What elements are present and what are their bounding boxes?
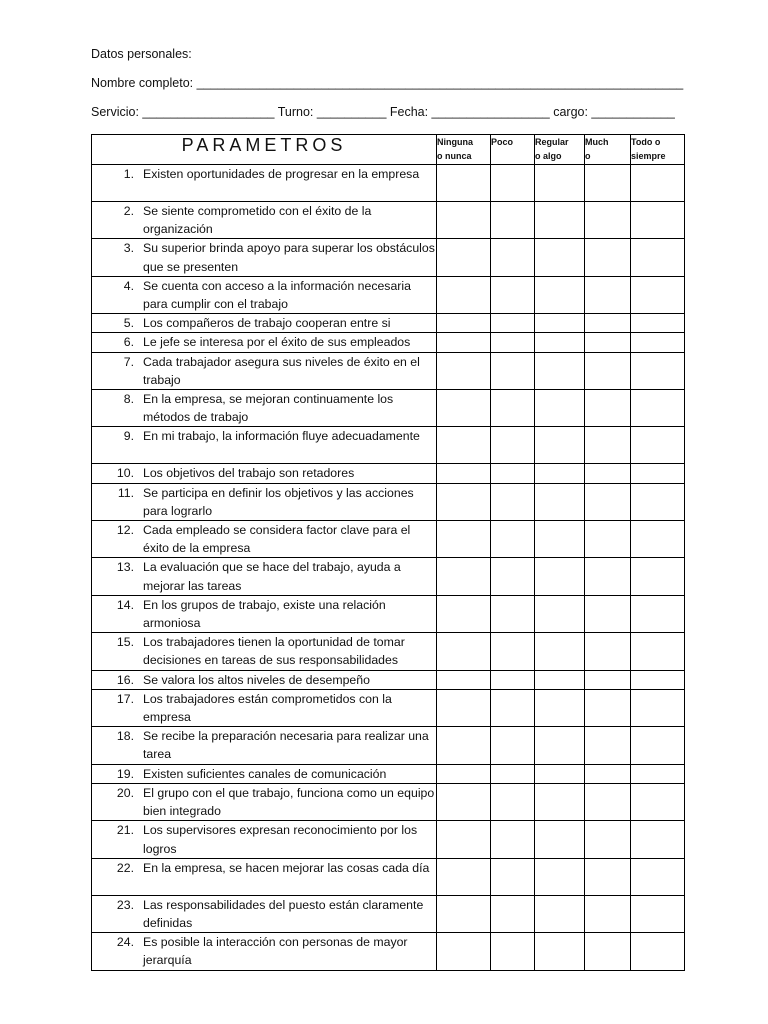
- answer-cell-ninguna[interactable]: [437, 352, 491, 389]
- answer-cell-todo[interactable]: [631, 633, 685, 670]
- parameter-cell: [92, 427, 437, 464]
- item-number: 17.: [116, 691, 134, 706]
- parameter-cell: [92, 727, 437, 764]
- answer-cell-regular[interactable]: [535, 933, 585, 970]
- answer-cell-todo[interactable]: [631, 202, 685, 239]
- answer-cell-mucho[interactable]: [585, 895, 631, 932]
- item-number: 13.: [116, 560, 134, 575]
- item-text: Se cuenta con acceso a la información necesaria para cumplir con el trabajo: [143, 278, 411, 312]
- table-row: [92, 202, 685, 239]
- option-header-ninguna: Ninguna o nunca: [437, 135, 491, 165]
- answer-cell-poco[interactable]: [491, 239, 535, 276]
- item-text: Se recibe la preparación necesaria para realizar una tarea: [143, 729, 429, 762]
- answer-cell-mucho[interactable]: [585, 352, 631, 389]
- answer-cell-poco[interactable]: [491, 521, 535, 558]
- parameter-cell: [92, 239, 437, 276]
- answer-cell-regular[interactable]: [535, 521, 585, 558]
- answer-cell-todo[interactable]: [631, 933, 685, 970]
- item-text: En mi trabajo, la información fluye adecuadamente: [143, 429, 420, 444]
- parameter-cell: [92, 314, 437, 333]
- answer-cell-todo[interactable]: [631, 314, 685, 333]
- option-header-mucho: Much o: [585, 135, 631, 165]
- answer-cell-regular[interactable]: [535, 558, 585, 595]
- answer-cell-poco[interactable]: [491, 764, 535, 783]
- answer-cell-poco[interactable]: [491, 783, 535, 820]
- item-number: 24.: [116, 935, 134, 950]
- answer-cell-regular[interactable]: [535, 352, 585, 389]
- answer-cell-poco[interactable]: [491, 670, 535, 689]
- answer-cell-todo[interactable]: [631, 821, 685, 858]
- item-text: Le jefe se interesa por el éxito de sus empleados: [143, 335, 411, 350]
- answer-cell-regular[interactable]: [535, 858, 585, 895]
- table-row: [92, 595, 685, 632]
- answer-cell-poco[interactable]: [491, 483, 535, 520]
- parameter-cell: [92, 202, 437, 239]
- parameter-cell: [92, 783, 437, 820]
- option-header-poco: Poco: [491, 135, 535, 165]
- parameter-cell: [92, 390, 437, 427]
- answer-cell-mucho[interactable]: [585, 727, 631, 764]
- table-row: [92, 390, 685, 427]
- table-row: [92, 558, 685, 595]
- answer-cell-mucho[interactable]: [585, 464, 631, 483]
- parameter-cell: [92, 764, 437, 783]
- answer-cell-ninguna[interactable]: [437, 895, 491, 932]
- item-number: 10.: [116, 466, 134, 481]
- answer-cell-ninguna[interactable]: [437, 239, 491, 276]
- parameter-cell: [92, 633, 437, 670]
- answer-cell-todo[interactable]: [631, 239, 685, 276]
- item-number: 3.: [123, 241, 134, 256]
- parameter-cell: [92, 276, 437, 313]
- answer-cell-poco[interactable]: [491, 314, 535, 333]
- item-text: Es posible la interacción con personas de mayor jerarquía: [143, 935, 408, 968]
- personal-data-heading: Datos personales:: [91, 47, 192, 61]
- answer-cell-todo[interactable]: [631, 352, 685, 389]
- item-number: 5.: [123, 316, 134, 331]
- answer-cell-regular[interactable]: [535, 783, 585, 820]
- answer-cell-mucho[interactable]: [585, 670, 631, 689]
- answer-cell-regular[interactable]: [535, 689, 585, 726]
- answer-cell-mucho[interactable]: [585, 276, 631, 313]
- table-row: [92, 352, 685, 389]
- answer-cell-regular[interactable]: [535, 764, 585, 783]
- answer-cell-todo[interactable]: [631, 727, 685, 764]
- item-number: 9.: [123, 429, 134, 444]
- table-row: [92, 333, 685, 352]
- answer-cell-poco[interactable]: [491, 933, 535, 970]
- table-row: [92, 895, 685, 932]
- answer-cell-poco[interactable]: [491, 202, 535, 239]
- answer-cell-mucho[interactable]: [585, 333, 631, 352]
- answer-cell-ninguna[interactable]: [437, 595, 491, 632]
- table-row: [92, 727, 685, 764]
- item-text: Cada trabajador asegura sus niveles de éxito en el trabajo: [143, 354, 420, 387]
- answer-cell-ninguna[interactable]: [437, 427, 491, 464]
- item-number: 16.: [116, 672, 134, 687]
- item-text: El grupo con el que trabajo, funciona como un equipo bien integrado: [143, 785, 435, 819]
- answer-cell-regular[interactable]: [535, 427, 585, 464]
- parameter-cell: [92, 689, 437, 726]
- answer-cell-regular[interactable]: [535, 333, 585, 352]
- answer-cell-mucho[interactable]: [585, 239, 631, 276]
- item-text: Se participa en definir los objetivos y las acciones para lograrlo: [143, 485, 414, 518]
- service-shift-date-line[interactable]: Servicio: ___________________ Turno: __________ Fecha: _________________ cargo: ____________: [91, 105, 675, 119]
- item-number: 20.: [116, 785, 134, 800]
- item-number: 21.: [116, 823, 134, 838]
- answer-cell-regular[interactable]: [535, 727, 585, 764]
- answer-cell-mucho[interactable]: [585, 933, 631, 970]
- answer-cell-todo[interactable]: [631, 427, 685, 464]
- item-text: En la empresa, se mejoran continuamente los métodos de trabajo: [143, 392, 394, 425]
- item-number: 7.: [123, 354, 134, 369]
- answer-cell-mucho[interactable]: [585, 764, 631, 783]
- answer-cell-ninguna[interactable]: [437, 558, 491, 595]
- item-text: Los objetivos del trabajo son retadores: [143, 466, 355, 481]
- item-number: 19.: [116, 766, 134, 781]
- table-row: [92, 764, 685, 783]
- answer-cell-mucho[interactable]: [585, 314, 631, 333]
- table-row: [92, 689, 685, 726]
- answer-cell-poco[interactable]: [491, 165, 535, 202]
- answer-cell-todo[interactable]: [631, 521, 685, 558]
- parameter-cell: [92, 558, 437, 595]
- answer-cell-todo[interactable]: [631, 783, 685, 820]
- item-number: 18.: [116, 729, 134, 744]
- answer-cell-todo[interactable]: [631, 483, 685, 520]
- answer-cell-poco[interactable]: [491, 558, 535, 595]
- answer-cell-poco[interactable]: [491, 464, 535, 483]
- parameter-cell: [92, 821, 437, 858]
- answer-cell-poco[interactable]: [491, 352, 535, 389]
- option-header-regular: Regular o algo: [535, 135, 585, 165]
- item-text: Se valora los altos niveles de desempeño: [143, 672, 370, 687]
- answer-cell-ninguna[interactable]: [437, 165, 491, 202]
- item-number: 22.: [116, 860, 134, 875]
- item-text: Existen oportunidades de progresar en la empresa: [143, 167, 420, 181]
- answer-cell-poco[interactable]: [491, 821, 535, 858]
- item-text: En los grupos de trabajo, existe una relación armoniosa: [143, 597, 386, 631]
- answer-cell-ninguna[interactable]: [437, 858, 491, 895]
- answer-cell-regular[interactable]: [535, 633, 585, 670]
- answer-cell-ninguna[interactable]: [437, 764, 491, 783]
- parameter-cell: [92, 933, 437, 970]
- answer-cell-todo[interactable]: [631, 595, 685, 632]
- item-number: 4.: [123, 278, 134, 293]
- answer-cell-ninguna[interactable]: [437, 670, 491, 689]
- answer-cell-ninguna[interactable]: [437, 202, 491, 239]
- item-text: Los compañeros de trabajo cooperan entre si: [143, 316, 391, 331]
- answer-cell-mucho[interactable]: [585, 165, 631, 202]
- answer-cell-poco[interactable]: [491, 595, 535, 632]
- answer-cell-ninguna[interactable]: [437, 689, 491, 726]
- answer-cell-mucho[interactable]: [585, 483, 631, 520]
- table-row: [92, 521, 685, 558]
- table-row: [92, 165, 685, 202]
- item-number: 1.: [123, 167, 134, 181]
- answer-cell-poco[interactable]: [491, 333, 535, 352]
- answer-cell-mucho[interactable]: [585, 558, 631, 595]
- item-text: Los trabajadores tienen la oportunidad de tomar decisiones en tareas de sus responsabilidades: [143, 635, 405, 668]
- table-row: [92, 427, 685, 464]
- answer-cell-poco[interactable]: [491, 633, 535, 670]
- answer-cell-ninguna[interactable]: [437, 821, 491, 858]
- answer-cell-mucho[interactable]: [585, 521, 631, 558]
- answer-cell-todo[interactable]: [631, 689, 685, 726]
- table-row: [92, 464, 685, 483]
- table-row: [92, 633, 685, 670]
- item-text: En la empresa, se hacen mejorar las cosas cada día: [143, 860, 430, 875]
- parameter-cell: [92, 595, 437, 632]
- item-text: Las responsabilidades del puesto están claramente definidas: [143, 897, 424, 930]
- item-text: Existen suficientes canales de comunicación: [143, 766, 387, 781]
- answer-cell-poco[interactable]: [491, 895, 535, 932]
- answer-cell-todo[interactable]: [631, 390, 685, 427]
- answer-cell-regular[interactable]: [535, 390, 585, 427]
- parameter-cell: [92, 670, 437, 689]
- answer-cell-mucho[interactable]: [585, 390, 631, 427]
- item-text: Los supervisores expresan reconocimiento por los logros: [143, 823, 418, 856]
- table-row: [92, 821, 685, 858]
- full-name-line[interactable]: Nombre completo: ______________________________________________________________________: [91, 76, 684, 90]
- answer-cell-ninguna[interactable]: [437, 633, 491, 670]
- item-number: 12.: [116, 523, 134, 538]
- answer-cell-mucho[interactable]: [585, 783, 631, 820]
- answer-cell-ninguna[interactable]: [437, 390, 491, 427]
- table-row: [92, 858, 685, 895]
- answer-cell-mucho[interactable]: [585, 202, 631, 239]
- answer-cell-mucho[interactable]: [585, 595, 631, 632]
- table-row: [92, 314, 685, 333]
- parameter-cell: [92, 895, 437, 932]
- answer-cell-ninguna[interactable]: [437, 483, 491, 520]
- item-number: 23.: [116, 897, 134, 912]
- survey-table: [91, 134, 685, 971]
- answer-cell-regular[interactable]: [535, 276, 585, 313]
- answer-cell-regular[interactable]: [535, 595, 585, 632]
- answer-cell-regular[interactable]: [535, 464, 585, 483]
- item-text: La evaluación que se hace del trabajo, ayuda a mejorar las tareas: [143, 560, 401, 593]
- answer-cell-mucho[interactable]: [585, 427, 631, 464]
- answer-cell-regular[interactable]: [535, 314, 585, 333]
- item-text: Los trabajadores están comprometidos con la empresa: [143, 691, 392, 725]
- answer-cell-poco[interactable]: [491, 390, 535, 427]
- answer-cell-todo[interactable]: [631, 670, 685, 689]
- answer-cell-mucho[interactable]: [585, 821, 631, 858]
- item-number: 14.: [116, 597, 134, 612]
- answer-cell-todo[interactable]: [631, 464, 685, 483]
- parameter-cell: [92, 858, 437, 895]
- answer-cell-todo[interactable]: [631, 764, 685, 783]
- parameter-cell: [92, 352, 437, 389]
- item-number: 8.: [123, 392, 134, 407]
- option-header-todo: Todo o siempre: [631, 135, 685, 165]
- answer-cell-regular[interactable]: [535, 202, 585, 239]
- answer-cell-mucho[interactable]: [585, 689, 631, 726]
- table-row: [92, 670, 685, 689]
- answer-cell-todo[interactable]: [631, 858, 685, 895]
- answer-cell-ninguna[interactable]: [437, 521, 491, 558]
- table-row: [92, 276, 685, 313]
- answer-cell-mucho[interactable]: [585, 858, 631, 895]
- answer-cell-regular[interactable]: [535, 239, 585, 276]
- answer-cell-ninguna[interactable]: [437, 276, 491, 313]
- table-row: [92, 483, 685, 520]
- answer-cell-todo[interactable]: [631, 276, 685, 313]
- answer-cell-poco[interactable]: [491, 276, 535, 313]
- table-row: [92, 933, 685, 970]
- answer-cell-todo[interactable]: [631, 895, 685, 932]
- answer-cell-ninguna[interactable]: [437, 314, 491, 333]
- table-row: [92, 239, 685, 276]
- answer-cell-regular[interactable]: [535, 821, 585, 858]
- parameter-cell: [92, 521, 437, 558]
- item-text: Cada empleado se considera factor clave para el éxito de la empresa: [143, 523, 411, 556]
- answer-cell-ninguna[interactable]: [437, 464, 491, 483]
- parameter-cell: [92, 464, 437, 483]
- parameter-cell: [92, 165, 437, 202]
- answer-cell-regular[interactable]: [535, 670, 585, 689]
- parameter-cell: [92, 333, 437, 352]
- answer-cell-todo[interactable]: [631, 558, 685, 595]
- answer-cell-poco[interactable]: [491, 689, 535, 726]
- item-number: 11.: [117, 485, 134, 500]
- item-text: Su superior brinda apoyo para superar los obstáculos que se presenten: [143, 241, 435, 274]
- answer-cell-mucho[interactable]: [585, 633, 631, 670]
- answer-cell-ninguna[interactable]: [437, 333, 491, 352]
- answer-cell-ninguna[interactable]: [437, 783, 491, 820]
- parameters-header: PARAMETROS: [92, 135, 437, 165]
- answer-cell-regular[interactable]: [535, 895, 585, 932]
- item-number: 6.: [123, 335, 134, 350]
- item-number: 15.: [116, 635, 134, 650]
- table-row: [92, 783, 685, 820]
- answer-cell-poco[interactable]: [491, 427, 535, 464]
- answer-cell-ninguna[interactable]: [437, 933, 491, 970]
- answer-cell-todo[interactable]: [631, 165, 685, 202]
- item-text: Se siente comprometido con el éxito de la organización: [143, 204, 372, 237]
- answer-cell-ninguna[interactable]: [437, 727, 491, 764]
- answer-cell-poco[interactable]: [491, 727, 535, 764]
- answer-cell-poco[interactable]: [491, 858, 535, 895]
- parameter-cell: [92, 483, 437, 520]
- answer-cell-regular[interactable]: [535, 483, 585, 520]
- item-number: 2.: [123, 204, 134, 218]
- answer-cell-todo[interactable]: [631, 333, 685, 352]
- answer-cell-regular[interactable]: [535, 165, 585, 202]
